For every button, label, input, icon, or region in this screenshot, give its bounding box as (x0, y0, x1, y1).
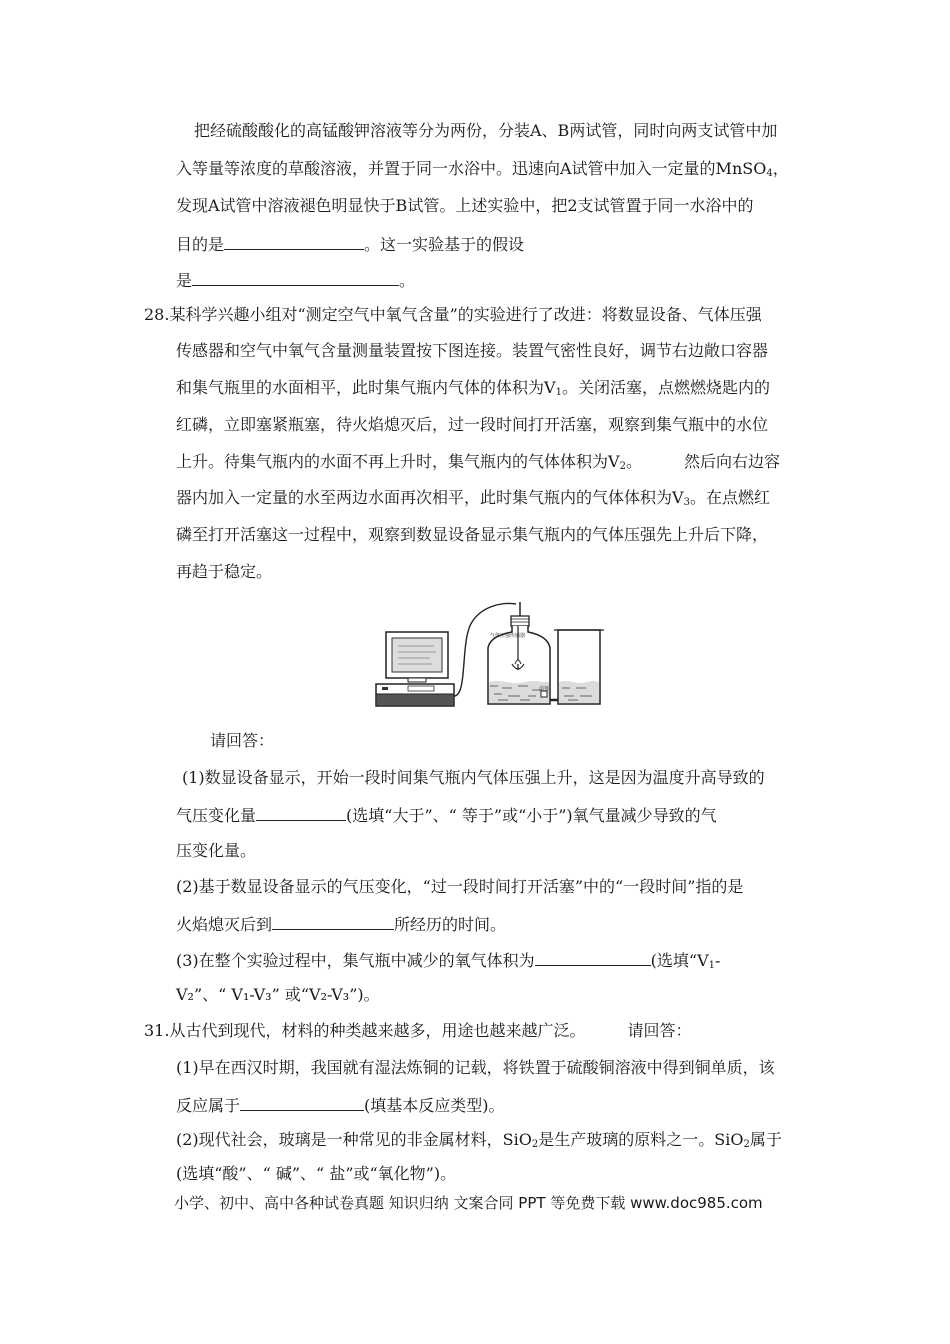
q31-line-1 (144, 1021, 691, 1041)
apparatus-figure (372, 600, 604, 712)
q28-line-4: 红磷，立即塞紧瓶塞，待火焰熄灭后，过一段时间打开活塞，观察到集气瓶中的水位 (176, 415, 769, 434)
q31-part2-line-2: (选填“酸”、“ 碱”、“ 盐”或“氧化物”)。 (176, 1164, 457, 1183)
q28-line-5 (176, 452, 780, 472)
q28-line-6-sub: 3 (683, 497, 690, 508)
q28-part1-line-2 (176, 804, 717, 826)
q31-part2-line-1-a: (2)现代社会，玻璃是一种常见的非金属材料，SiO (176, 1130, 532, 1149)
q31-part2-line-1-sub2: 2 (743, 1139, 750, 1150)
q28-part1-line-2-b: (选填“大于”、“ 等于”或“小于”)氧气量减少导致的气 (346, 806, 717, 825)
q31-line-1-a: 31.从古代到现代，材料的种类越来越多，用途也越来越广泛。 (144, 1021, 586, 1040)
keyboard-console-icon (376, 684, 454, 706)
q28-part3-line-2: V₂”、“ V₁-V₃” 或“V₂-V₃”)。 (176, 985, 380, 1004)
q31-part2-line-1 (176, 1130, 782, 1150)
q27-line-5 (176, 269, 415, 291)
q28-line-5-b: 。 (625, 452, 642, 471)
q28-line-5-a: 上升。待集气瓶内的水面不再上升时，集气瓶内的气体体积为V (176, 452, 620, 471)
q27-line-4-b: 。这一实验基于的假设 (364, 235, 525, 254)
q31-part2-line-1-b: 是生产玻璃的原料之一。SiO (538, 1130, 744, 1149)
open-container-icon (554, 630, 604, 704)
q28-part3-line-1-b: (选填“V (650, 951, 709, 970)
page-footer: 小学、初中、高中各种试卷真题 知识归纳 文案合同 PPT 等免费下载 www.doc985.com (174, 1194, 763, 1212)
q28-part1-line-1: (1)数显设备显示，开始一段时间集气瓶内气体压强上升，这是因为温度升高导致的 (182, 768, 765, 787)
q28-part3-line-1-c: - (715, 951, 721, 970)
q27-line-4-a: 目的是 (176, 235, 225, 254)
q27-line-1: 把经硫酸酸化的高锰酸钾溶液等分为两份，分装A、B两试管，同时向两支试管中加 (194, 121, 778, 140)
valve-label: 活塞 (539, 686, 550, 692)
q28-line-8: 再趋于稳定。 (176, 562, 273, 581)
q31-part2-line-1-c: 属于 (749, 1130, 782, 1149)
q31-part1-line-2 (176, 1094, 505, 1116)
answer-blank-q28-2[interactable] (272, 913, 394, 930)
sensor-label: 气体压强传感器 (490, 633, 526, 639)
q28-part1-line-2-a: 气压变化量 (176, 806, 257, 825)
answer-blank-q27-purpose[interactable] (224, 233, 364, 250)
q28-part2-line-2-a: 火焰熄灭后到 (176, 915, 273, 934)
q27-line-2 (176, 159, 789, 179)
q31-part2-line-1-sub: 2 (531, 1139, 539, 1150)
q28-line-6-b: 。在点燃红 (689, 488, 770, 507)
q28-line-3-a: 和集气瓶里的水面相平，此时集气瓶内气体的体积为V (176, 378, 556, 397)
q27-line-2-sub: 4 (766, 168, 773, 179)
q27-line-2-text: 入等量等浓度的草酸溶液，并置于同一水浴中。迅速向A试管中加入一定量的MnSO (176, 159, 767, 178)
q28-line-3-b: 。关闭活塞，点燃燃烧匙内的 (561, 378, 770, 397)
q27-line-5-b: 。 (399, 271, 416, 290)
q27-line-5-a: 是 (176, 271, 193, 290)
q28-line-3-sub: 1 (555, 387, 562, 398)
q31-part1-line-2-b: (填基本反应类型)。 (364, 1096, 505, 1115)
q28-line-1: 28.某科学兴趣小组对“测定空气中氧气含量”的实验进行了改进：将数显设备、气体压强 (144, 305, 762, 324)
q28-line-7: 磷至打开活塞这一过程中，观察到数显设备显示集气瓶内的气体压强先上升后下降， (176, 525, 769, 544)
answer-blank-q27-hypothesis[interactable] (192, 269, 399, 286)
q28-line-6-a: 器内加入一定量的水至两边水面再次相平，此时集气瓶内的气体体积为V (176, 488, 684, 507)
answer-blank-q31-1[interactable] (240, 1094, 364, 1111)
q28-line-3 (176, 378, 770, 398)
q27-line-3: 发现A试管中溶液褪色明显快于B试管。上述实验中，把2支试管置于同一水浴中的 (176, 196, 754, 215)
q27-line-4 (176, 233, 524, 255)
q28-part2-line-1: (2)基于数显设备显示的气压变化，“过一段时间打开活塞”中的“一段时间”指的是 (176, 877, 744, 896)
q28-line-5-c: 然后向右边容 (683, 452, 780, 471)
q31-part1-line-2-a: 反应属于 (176, 1096, 241, 1115)
q28-line-2: 传感器和空气中氧气含量测量装置按下图连接。装置气密性良好，调节右边敞口容器 (176, 341, 769, 360)
monitor-icon (386, 632, 448, 682)
q28-part3-line-1-sub: 1 (708, 960, 716, 971)
q31-part1-line-1: (1)早在西汉时期，我国就有湿法炼铜的记载，将铁置于硫酸铜溶液中得到铜单质，该 (176, 1058, 775, 1077)
q28-prompt: 请回答： (210, 731, 275, 750)
q28-part2-line-2-b: 所经历的时间。 (394, 915, 507, 934)
answer-blank-q28-3[interactable] (535, 949, 651, 966)
q28-line-6 (176, 488, 770, 508)
q28-line-5-sub: 2 (619, 461, 626, 472)
q28-part3-line-1-a: (3)在整个实验过程中，集气瓶中减少的氧气体积为 (176, 951, 535, 970)
q28-part1-line-3: 压变化量。 (176, 841, 257, 860)
q28-part3-line-1 (176, 949, 720, 971)
q31-line-1-b: 请回答： (627, 1021, 692, 1040)
q28-part2-line-2 (176, 913, 506, 935)
answer-blank-q28-1[interactable] (256, 804, 346, 821)
q27-line-2-end: ， (772, 159, 789, 178)
